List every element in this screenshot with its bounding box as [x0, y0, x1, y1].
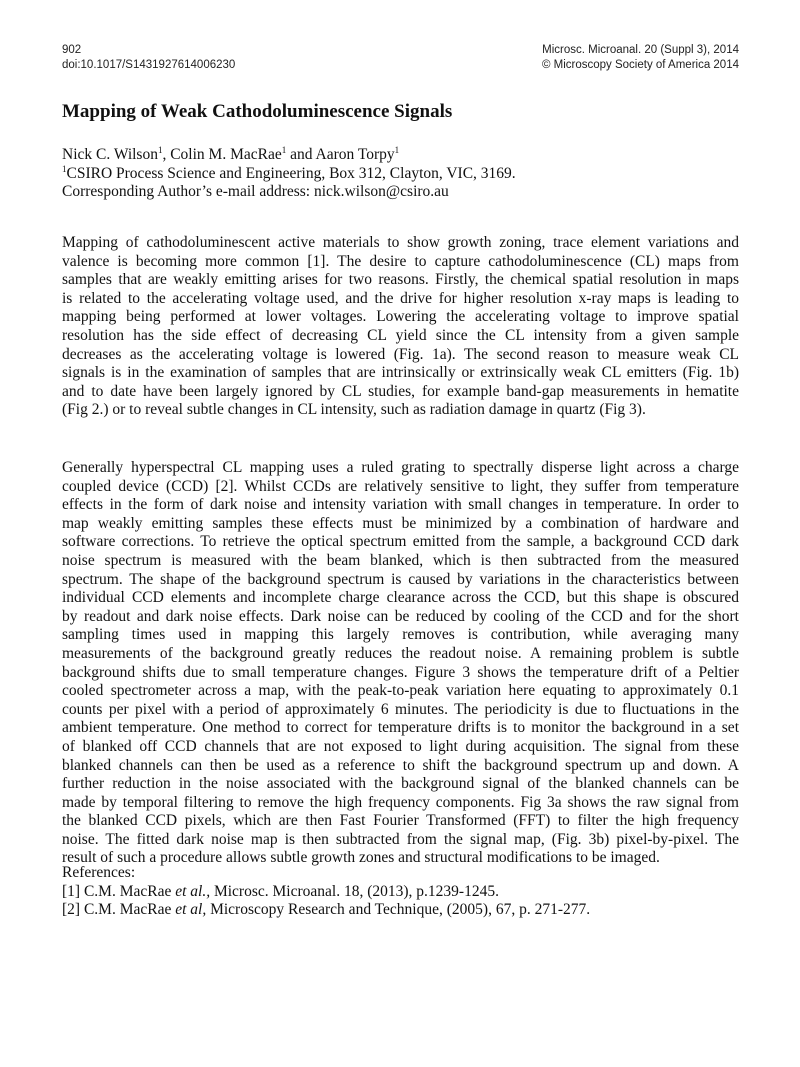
body-paragraph-1	[62, 234, 739, 420]
text-line: mapping being performed at lower voltages. Lowering the accelerating voltage to improve spatial	[62, 308, 739, 326]
text-line: blanked channels can then be used as a reference to shift the background spectrum up and down. A	[62, 756, 739, 774]
text-line: decreases as the accelerating voltage is lowered (Fig. 1a). The second reason to measure weak CL	[62, 345, 739, 363]
separator: ,	[162, 146, 171, 163]
text-line: map weakly emitting samples these effects must be minimized by a combination of hardware and	[62, 514, 739, 532]
affiliation-mark: 1	[394, 145, 400, 155]
text-line: the blanked CCD pixels, which are then Fast Fourier Transformed (FFT) to filter the high frequency	[62, 812, 739, 830]
affiliation-text: CSIRO Process Science and Engineering, Box 312, Clayton, VIC, 3169.	[66, 164, 516, 182]
text-line: spectrum. The shape of the background spectrum is caused by variations in the characteristics between	[62, 570, 739, 588]
text-line: software corrections. To retrieve the optical spectrum emitted from the sample, a background CCD dark	[62, 533, 739, 551]
text-line: noise. The fitted dark noise map is then subtracted from the signal map, (Fig. 3b) pixel-by-pixel. The	[62, 830, 739, 848]
text-line: further reduction in the noise associated with the background signal of the blanked channels can be	[62, 775, 739, 793]
separator: and	[286, 146, 316, 163]
copyright: © Microscopy Society of America 2014	[541, 59, 739, 71]
author-name: Aaron Torpy	[315, 146, 395, 163]
journal-citation: Microsc. Microanal. 20 (Suppl 3), 2014	[542, 44, 739, 56]
author-block	[62, 146, 516, 202]
reference-text: [1] C.M. MacRae	[62, 882, 176, 900]
reference-text: [2] C.M. MacRae	[62, 901, 176, 919]
text-line: Generally hyperspectral CL mapping uses a ruled grating to spectrally disperse light across a charge	[62, 459, 739, 476]
page-header-left	[62, 43, 235, 73]
text-line: made by temporal filtering to remove the high frequency components. Fig 3a shows the raw signal from	[62, 793, 739, 811]
page-header-right	[542, 43, 739, 73]
text-line: ambient temperature. One method to correct for temperature drifts is to monitor the background in a set	[62, 719, 739, 737]
affiliation	[62, 165, 516, 184]
text-line: and to date have been largely ignored by CL studies, for example band-gap measurements in hematite	[62, 382, 739, 400]
text-line: signals is in the examination of samples that are intrinsically or extrinsically weak CL emitters (Fig. 1b)	[62, 364, 739, 382]
page-number: 902	[62, 44, 82, 56]
corresponding-email: Corresponding Author’s e-mail address: nick.wilson@csiro.au	[62, 183, 449, 201]
author-list	[62, 146, 516, 165]
text-line: is related to the accelerating voltage used, and the drive for higher resolution x-ray maps is leading to	[62, 289, 739, 307]
text-line: sampling times used in mapping this largely removes is contribution, while averaging many	[62, 626, 739, 644]
text-line: coupled device (CCD) [2]. Whilst CCDs are relatively sensitive to light, they suffer from temperature	[62, 477, 739, 495]
text-line: Mapping of cathodoluminescent active materials to show growth zoning, trace element variations and	[62, 234, 739, 251]
affiliation-mark: 1	[157, 145, 163, 155]
text-line: individual CCD elements and incomplete charge clearance across the CCD, but this shape is obscured	[62, 589, 739, 607]
affiliation-mark: 1	[281, 145, 287, 155]
text-line: (Fig 2.) or to reveal subtle changes in CL intensity, such as radiation damage in quartz (Fig 3).	[62, 401, 646, 419]
reference-italic: et al.,	[175, 882, 211, 900]
text-line: measurements of the background greatly reduces the readout noise. A remaining problem is subtle	[62, 644, 739, 662]
references-heading: References:	[62, 864, 136, 881]
text-line: effects in the form of dark noise and intensity variation with small changes in temperature. In order to	[62, 496, 739, 514]
references	[62, 864, 590, 920]
text-line: of blanked off CCD channels that are not exposed to light during acquisition. The signal from these	[62, 737, 739, 755]
text-line: cooled spectrometer across a map, with the peak-to-peak variation here equating to approximately 0.1	[62, 682, 739, 700]
text-line: result of such a procedure allows subtle growth zones and structural modifications to be imaged.	[62, 849, 660, 867]
text-line: resolution has the side effect of decreasing CL yield since the CL intensity from a given sample	[62, 326, 739, 344]
author-name: Nick C. Wilson	[62, 146, 158, 163]
reference-text: Microscopy Research and Technique, (2005), 67, p. 271-277.	[206, 901, 591, 919]
text-line: samples that are weakly emitting arises for two reasons. Firstly, the chemical spatial resolution in maps	[62, 271, 739, 289]
reference-item	[62, 901, 590, 920]
affiliation-mark: 1	[62, 163, 67, 174]
text-line: background shifts due to small temperature changes. Figure 3 shows the temperature drift of a Peltier	[62, 663, 739, 681]
text-line: valence is becoming more common [1]. The desire to capture cathodoluminescence (CL) maps from	[62, 252, 739, 270]
author-name: Colin M. MacRae	[170, 146, 282, 163]
reference-italic: et al,	[175, 901, 207, 919]
reference-item	[62, 883, 590, 902]
text-line: by readout and dark noise effects. Dark noise can be reduced by cooling of the CCD and for the short	[62, 607, 739, 625]
text-line: noise spectrum is measured with the beam blanked, which is then subtracted from the measured	[62, 551, 739, 569]
doi: doi:10.1017/S1431927614006230	[62, 59, 236, 71]
body-paragraph-2	[62, 459, 739, 868]
reference-text: Microsc. Microanal. 18, (2013), p.1239-1245.	[210, 882, 499, 900]
paper-title: Mapping of Weak Cathodoluminescence Signals	[62, 101, 453, 122]
text-line: counts per pixel with a period of approximately 6 minutes. The periodicity is due to fluctuations in the	[62, 700, 739, 718]
